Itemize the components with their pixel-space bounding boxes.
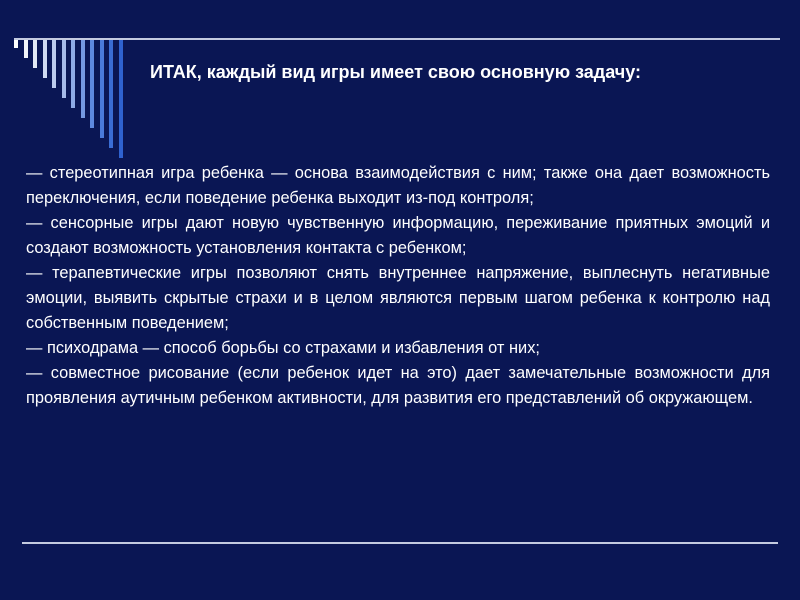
decorative-bar bbox=[43, 40, 47, 78]
decorative-bar bbox=[119, 40, 123, 158]
slide-body bbox=[26, 161, 770, 411]
decorative-bar bbox=[71, 40, 75, 108]
decorative-bar bbox=[100, 40, 104, 138]
decorative-bar bbox=[81, 40, 85, 118]
decorative-bars bbox=[14, 40, 134, 150]
paragraph-sensory-play: — сенсорные игры дают новую чувственную информацию, переживание приятных эмоций и создают возможность установления контакта с ребенком; bbox=[26, 214, 770, 257]
decorative-bar bbox=[109, 40, 113, 148]
decorative-bar bbox=[52, 40, 56, 88]
decorative-bar bbox=[24, 40, 28, 58]
paragraph-psychodrama: — психодрама — способ борьбы со страхами и избавления от них; bbox=[26, 339, 540, 357]
decorative-bar bbox=[33, 40, 37, 68]
decorative-bar bbox=[62, 40, 66, 98]
slide-title: ИТАК, каждый вид игры имеет свою основную задачу: bbox=[150, 62, 641, 82]
paragraph-therapeutic-play: — терапевтические игры позволяют снять внутреннее напряжение, выплеснуть негативные эмоции, выявить скрытые страхи и в целом являются первым шагом ребенка к контролю над собственным поведением; bbox=[26, 264, 770, 332]
paragraph-stereotypic-play: — стереотипная игра ребенка — основа взаимодействия с ним; также она дает возможность переключения, если поведение ребенка выходит из-под контроля; bbox=[26, 164, 770, 207]
paragraph-joint-drawing: — совместное рисование (если ребенок идет на это) дает замечательные возможности для проявления аутичным ребенком активности, для развития его представлений об окружающем. bbox=[26, 364, 770, 407]
bottom-rule bbox=[22, 542, 778, 544]
decorative-bar bbox=[14, 40, 18, 48]
decorative-bar bbox=[90, 40, 94, 128]
